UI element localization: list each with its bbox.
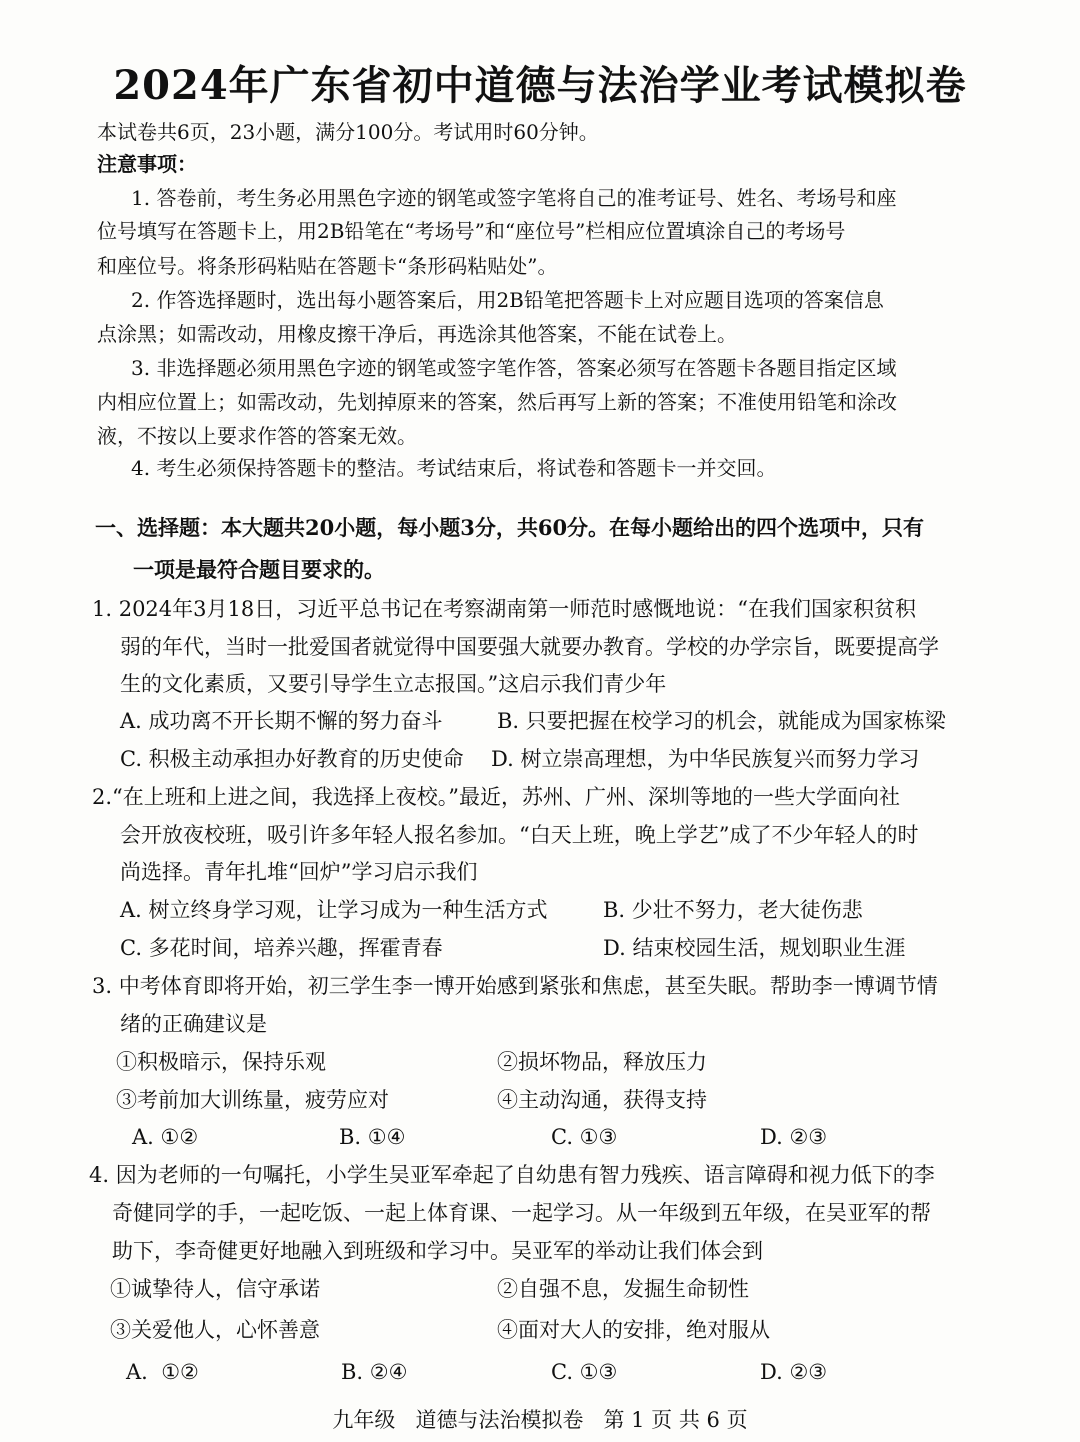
question-2-option-a[interactable]: A. 树立终身学习观，让学习成为一种生活方式 [120,898,548,922]
notice-line: 和座位号。将条形码粘贴在答题卡“条形码粘贴处”。 [97,254,558,278]
notice-line: 点涂黑；如需改动，用橡皮擦干净后，再选涂其他答案，不能在试卷上。 [97,322,737,346]
question-2-option-d[interactable]: D. 结束校园生活，规划职业生涯 [603,936,906,960]
question-4-item: ①诚挚待人，信守承诺 [110,1277,320,1301]
question-3-option-c[interactable]: C. ①③ [551,1125,618,1149]
question-1-option-b[interactable]: B. 只要把握在校学习的机会，就能成为国家栋梁 [497,709,946,733]
notice-heading: 注意事项： [97,152,197,176]
question-1-option-c[interactable]: C. 积极主动承担办好教育的历史使命 [120,747,464,771]
question-4-option-d[interactable]: D. ②③ [760,1360,828,1384]
question-3-option-a[interactable]: A. ①② [132,1125,199,1149]
question-1-text: 弱的年代，当时一批爱国者就觉得中国要强大就要办教育。学校的办学宗旨，既要提高学 [120,635,939,659]
question-3-item: ①积极暗示，保持乐观 [116,1050,326,1074]
question-4-option-a[interactable]: A. ①② [126,1360,199,1384]
notice-line: 4. 考生必须保持答题卡的整洁。考试结束后，将试卷和答题卡一并交回。 [131,456,777,480]
question-1-option-d[interactable]: D. 树立崇高理想，为中华民族复兴而努力学习 [491,747,920,771]
notice-line: 3. 非选择题必须用黑色字迹的钢笔或签字笔作答，答案必须写在答题卡各题目指定区域 [131,356,897,380]
question-4-item: ④面对大人的安排，绝对服从 [497,1318,770,1342]
question-1-option-a[interactable]: A. 成功离不开长期不懈的努力奋斗 [120,709,443,733]
question-4-item: ③关爱他人，心怀善意 [110,1318,320,1342]
question-3-text: 3. 中考体育即将开始，初三学生李一博开始感到紧张和焦虑，甚至失眠。帮助李一博调节情 [92,974,938,998]
question-3-item: ②损坏物品，释放压力 [497,1050,707,1074]
question-3-item: ③考前加大训练量，疲劳应对 [116,1088,389,1112]
question-4-text: 助下，李奇健更好地融入到班级和学习中。吴亚军的举动让我们体会到 [112,1239,763,1263]
section-heading-cont: 一项是最符合题目要求的。 [133,557,385,582]
question-3-option-d[interactable]: D. ②③ [760,1125,828,1149]
exam-title: 2024年广东省初中道德与法治学业考试模拟卷 [113,62,967,109]
question-2-text: 尚选择。青年扎堆“回炉”学习启示我们 [120,860,478,884]
question-2-option-c[interactable]: C. 多花时间，培养兴趣，挥霍青春 [120,936,443,960]
notice-line: 位号填写在答题卡上，用2B铅笔在“考场号”和“座位号”栏相应位置填涂自己的考场号 [97,219,846,243]
question-4-option-b[interactable]: B. ②④ [341,1360,408,1384]
exam-intro: 本试卷共6页，23小题，满分100分。考试用时60分钟。 [97,120,599,144]
question-1-text: 1. 2024年3月18日，习近平总书记在考察湖南第一师范时感慨地说：“在我们国家积贫积 [92,597,916,621]
question-3-option-b[interactable]: B. ①④ [339,1125,406,1149]
question-2-text: 2.“在上班和上进之间，我选择上夜校。”最近，苏州、广州、深圳等地的一些大学面向社 [92,785,901,809]
question-4-item: ②自强不息，发掘生命韧性 [497,1277,749,1301]
page-footer: 九年级 道德与法治模拟卷 第 1 页 共 6 页 [332,1408,748,1432]
question-2-text: 会开放夜校班，吸引许多年轻人报名参加。“白天上班，晚上学艺”成了不少年轻人的时 [120,823,919,847]
question-4-text: 4. 因为老师的一句嘱托，小学生吴亚军牵起了自幼患有智力残疾、语言障碍和视力低下的李 [89,1163,935,1187]
question-1-text: 生的文化素质，又要引导学生立志报国。”这启示我们青少年 [120,672,667,696]
question-3-item: ④主动沟通，获得支持 [497,1088,707,1112]
notice-line: 内相应位置上；如需改动，先划掉原来的答案，然后再写上新的答案；不准使用铅笔和涂改 [97,390,897,414]
notice-line: 2. 作答选择题时，选出每小题答案后，用2B铅笔把答题卡上对应题目选项的答案信息 [131,288,884,312]
question-3-text: 绪的正确建议是 [120,1012,267,1036]
question-4-option-c[interactable]: C. ①③ [551,1360,618,1384]
question-2-option-b[interactable]: B. 少壮不努力，老大徒伤悲 [603,898,863,922]
notice-line: 液，不按以上要求作答的答案无效。 [97,424,417,448]
notice-line: 1. 答卷前，考生务必用黑色字迹的钢笔或签字笔将自己的准考证号、姓名、考场号和座 [131,186,897,210]
section-heading: 一、选择题：本大题共20小题，每小题3分，共60分。在每小题给出的四个选项中，只有 [95,515,925,540]
question-4-text: 奇健同学的手，一起吃饭、一起上体育课、一起学习。从一年级到五年级，在吴亚军的帮 [112,1201,931,1225]
